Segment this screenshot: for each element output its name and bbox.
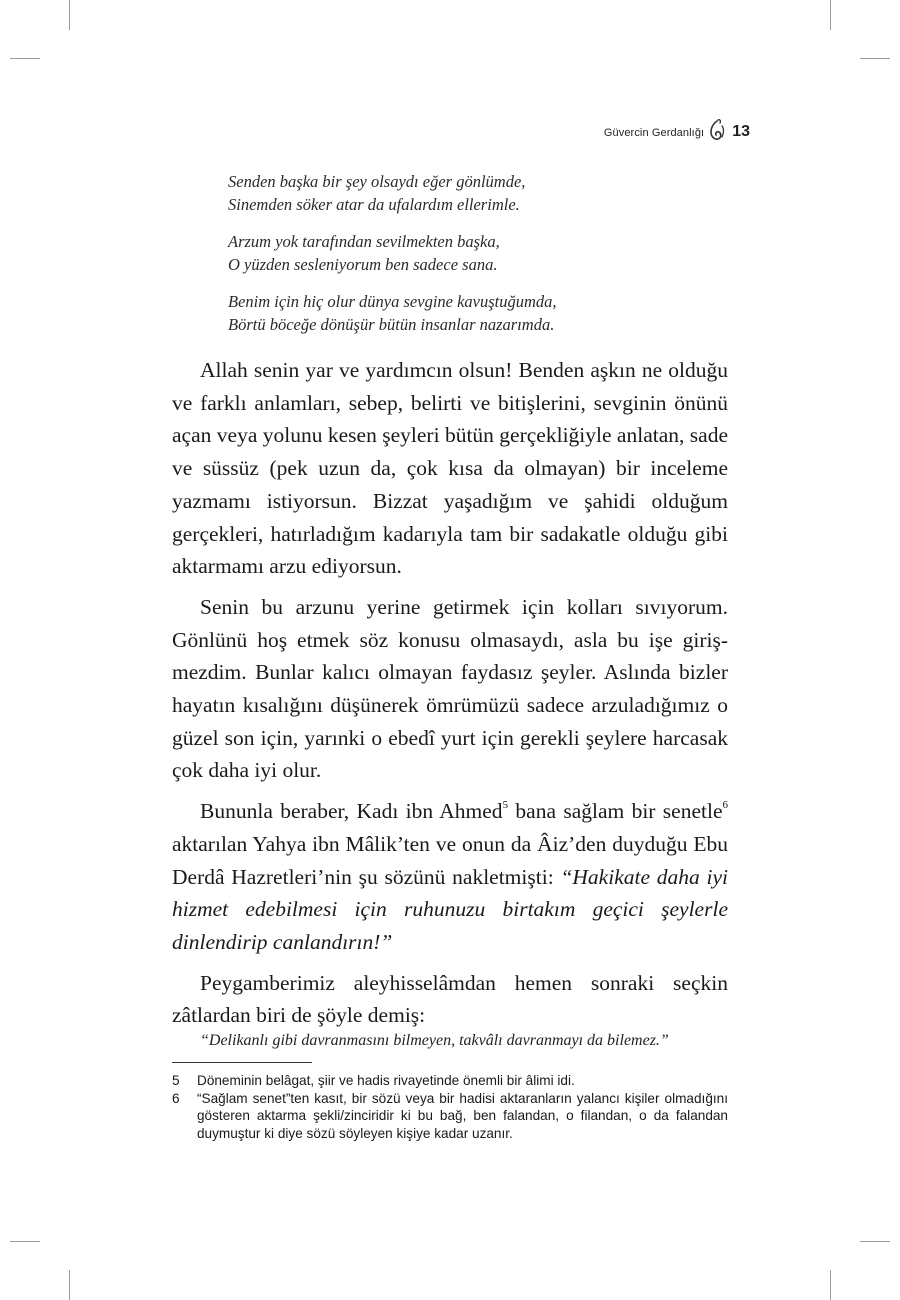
footnotes: [172, 1062, 728, 1142]
crop-mark: [830, 1270, 831, 1300]
paragraph-1: Allah senin yar ve yardımcın olsun! Benden aşkın ne olduğu ve farklı anlamları, sebep, belirti ve bitişlerini, sevginin önünü açan veya yolunu kesen şeyleri bütün gerçekliğiyle anlatan, sade ve süssüz (pek uzun da, çok kısa da olmayan) bir inceleme yazmamı istiyorsun. Bizzat yaşadığım ve şahidi olduğum gerçekleri, hatırladığım kadarıyla tam bir sadakatle olduğu gibi aktarmamı arzu ediyorsun.: [172, 358, 728, 579]
poem-stanza: [228, 230, 728, 276]
poem: [228, 170, 728, 336]
paragraph-4: Peygamberimiz aleyhisselâmdan hemen sonraki seçkin zâtlardan biri de şöyle demiş:: [172, 970, 728, 1028]
crop-mark: [69, 0, 70, 30]
footnote-ref-5: 5: [502, 798, 509, 811]
page-body: [172, 170, 728, 1052]
poem-stanza: [228, 170, 728, 216]
footnote-text: “Sağlam senet”ten kasıt, bir sözü veya bir hadisi aktaranların yalancı kişiler olmadığını gösteren aktarma şekli/zinciridir ki bu bağ, ben falandan, o filandan, o da falandan duymuştur ki diye sözü söyleyen kişiye kadar uzanır.: [197, 1090, 728, 1141]
poem-stanza: [228, 290, 728, 336]
crop-mark: [860, 1241, 890, 1242]
footnote-text: Döneminin belâgat, şiir ve hadis rivayetinde önemli bir âlimi idi.: [197, 1073, 575, 1088]
footnote-rule: [172, 1062, 312, 1063]
poem-line: Benim için hiç olur dünya sevgine kavuştuğumda,: [228, 292, 557, 311]
paragraph-3-text: bana sağlam bir senetle: [508, 799, 723, 824]
swirl-ornament-icon: [708, 118, 726, 142]
running-head: [604, 118, 750, 142]
inline-quote: “Hakikate daha iyi hizmet edebilmesi için ruhunuzu birtakım geçici şeylerle dinlendirip canlandırın!”: [172, 864, 728, 954]
footnote: [172, 1090, 728, 1143]
footnote-number: 6: [172, 1090, 180, 1106]
block-quote: “Delikanlı gibi davranmasını bilmeyen, takvâlı davranmayı da bilemez.”: [200, 1032, 669, 1050]
poem-line: Börtü böceğe dönüşür bütün insanlar nazarımda.: [228, 315, 555, 334]
poem-line: Arzum yok tarafından sevilmekten başka,: [228, 232, 500, 251]
crop-mark: [830, 0, 831, 30]
footnote-ref-6: 6: [722, 798, 728, 811]
page-number: 13: [732, 123, 750, 140]
book-title: Güvercin Gerdanlığı: [603, 127, 705, 139]
footnote: [172, 1072, 728, 1090]
paragraph-2: Senin bu arzunu yerine getirmek için kolları sıvıyorum. Gönlünü hoş etmek söz konusu olmasaydı, asla bu işe girişmezdim. Bunlar kalıcı olmayan faydasız şeyler. Aslında bizler hayatın kısalığını düşünerek ömrümüzü sadece arzuladığımız o güzel son için, yarınki o ebedî yurt için gerekli şeylere harcasak çok daha iyi olur.: [172, 594, 728, 783]
crop-mark: [860, 58, 890, 59]
paragraph-3-text: Bununla beraber, Kadı ibn Ahmed: [200, 799, 503, 824]
paragraph-3: [172, 795, 728, 959]
poem-line: Senden başka bir şey olsaydı eğer gönlümde,: [228, 172, 526, 191]
poem-line: Sinemden söker atar da ufalardım ellerimle.: [228, 195, 520, 214]
crop-mark: [69, 1270, 70, 1300]
paragraph-3-text: aktarılan Yahya ibn Mâlik’ten ve onun da Âiz’den duyduğu Ebu Derdâ Hazretleri’nin şu sözünü nakletmişti:: [172, 831, 728, 889]
footnote-number: 5: [172, 1073, 180, 1088]
poem-line: O yüzden sesleniyorum ben sadece sana.: [228, 255, 498, 274]
crop-mark: [10, 58, 40, 59]
crop-mark: [10, 1241, 40, 1242]
